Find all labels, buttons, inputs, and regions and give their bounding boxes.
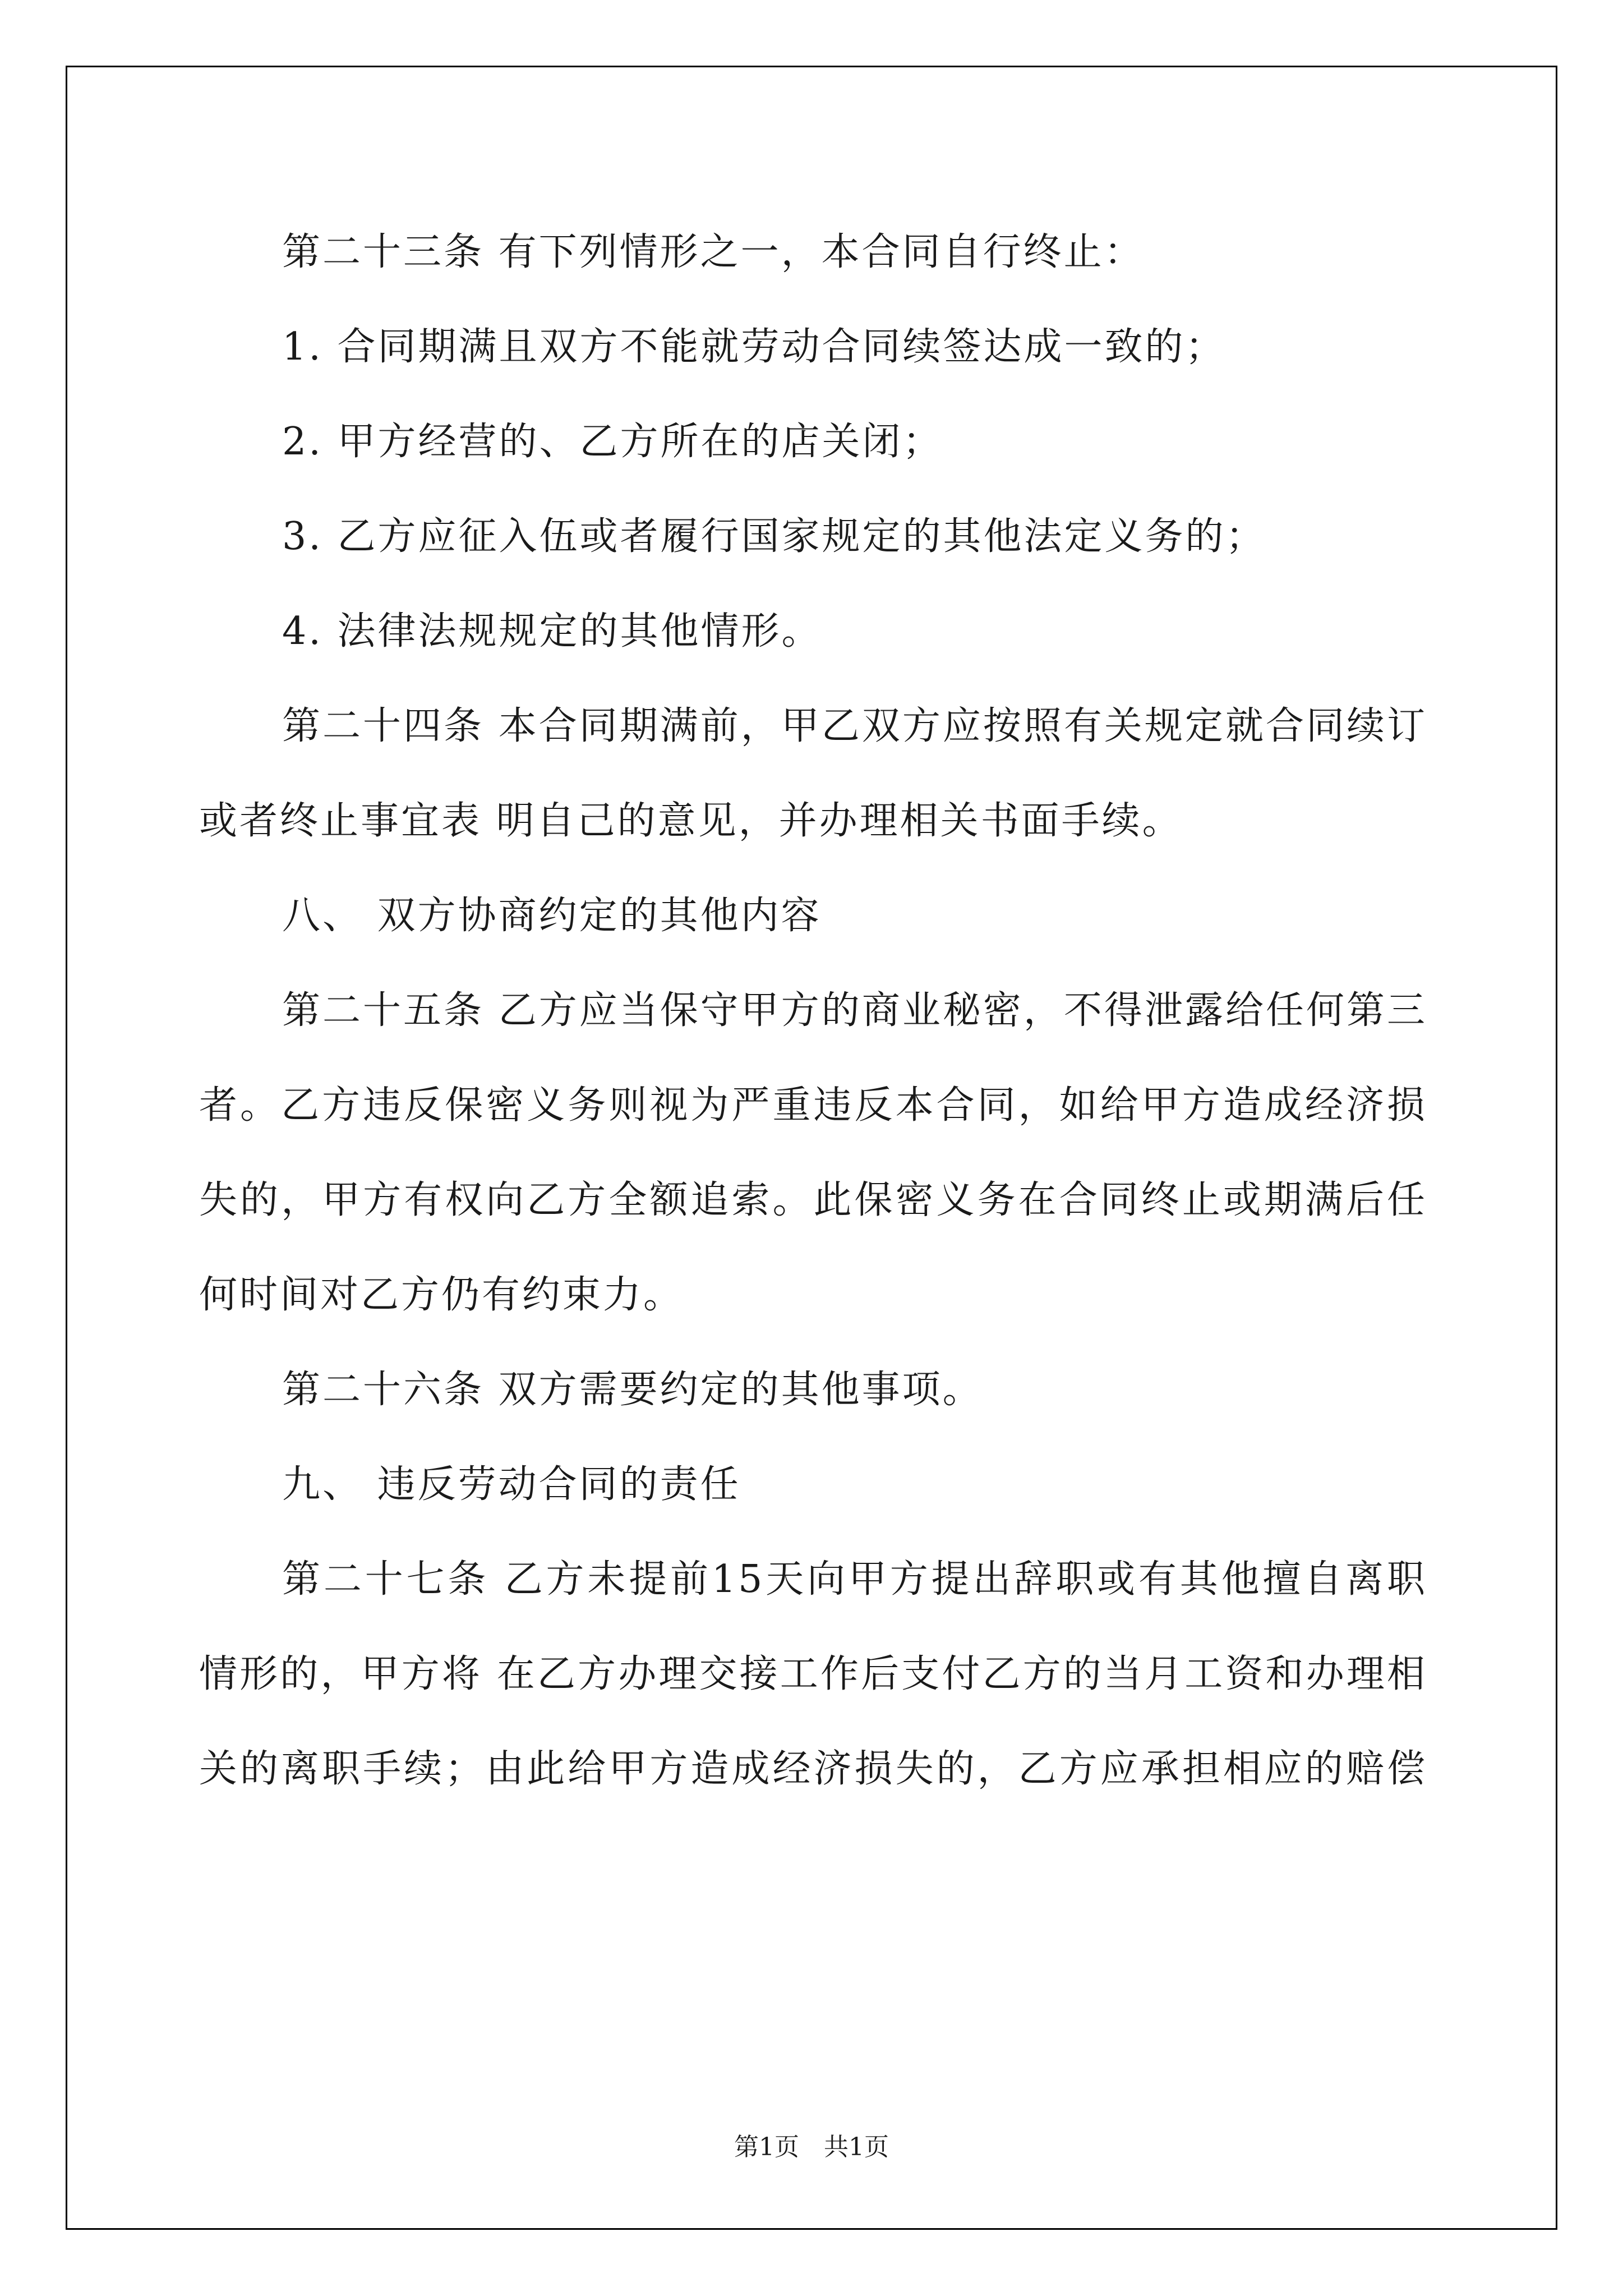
section-heading: 八、 双方协商约定的其他内容 [282, 894, 822, 938]
paragraph-line: 或者终止事宜表 明自己的意见，并办理相关书面手续。 [199, 799, 1183, 843]
paragraph-line: 4. 法律法规规定的其他情形。 [282, 609, 822, 654]
paragraph-line: 3. 乙方应征入伍或者履行国家规定的其他法定义务的； [282, 514, 1266, 559]
section-heading: 九、 违反劳动合同的责任 [282, 1462, 741, 1507]
paragraph-line: 情形的，甲方将 在乙方办理交接工作后支付乙方的当月工资和办理相 [199, 1652, 1427, 1696]
paragraph-line: 1. 合同期满且双方不能就劳动合同续签达成一致的； [282, 325, 1226, 369]
page-total: 共1页 [824, 2133, 889, 2161]
paragraph-line: 第二十五条 乙方应当保守甲方的商业秘密，不得泄露给任何第三 [282, 988, 1427, 1033]
paragraph-line: 第二十六条 双方需要约定的其他事项。 [282, 1368, 983, 1412]
paragraph-line: 失的，甲方有权向乙方全额追索。此保密义务在合同终止或期满后任 [199, 1178, 1427, 1222]
page-border [66, 66, 1557, 2230]
paragraph-line: 第二十七条 乙方未提前15天向甲方提出辞职或有其他擅自离职 [282, 1557, 1427, 1602]
page-number: 第1页 [734, 2133, 799, 2161]
paragraph-line: 第二十三条 有下列情形之一，本合同自行终止： [282, 230, 1145, 274]
paragraph-line: 者。乙方违反保密义务则视为严重违反本合同，如给甲方造成经济损 [199, 1083, 1427, 1128]
paragraph-line: 2. 甲方经营的、乙方所在的店关闭； [282, 420, 943, 464]
paragraph-line: 第二十四条 本合同期满前，甲乙双方应按照有关规定就合同续订 [282, 704, 1427, 748]
paragraph-line: 何时间对乙方仍有约束力。 [199, 1273, 684, 1317]
page-footer [0, 2131, 1623, 2164]
paragraph-line: 关的离职手续；由此给甲方造成经济损失的，乙方应承担相应的赔偿 [199, 1747, 1427, 1791]
